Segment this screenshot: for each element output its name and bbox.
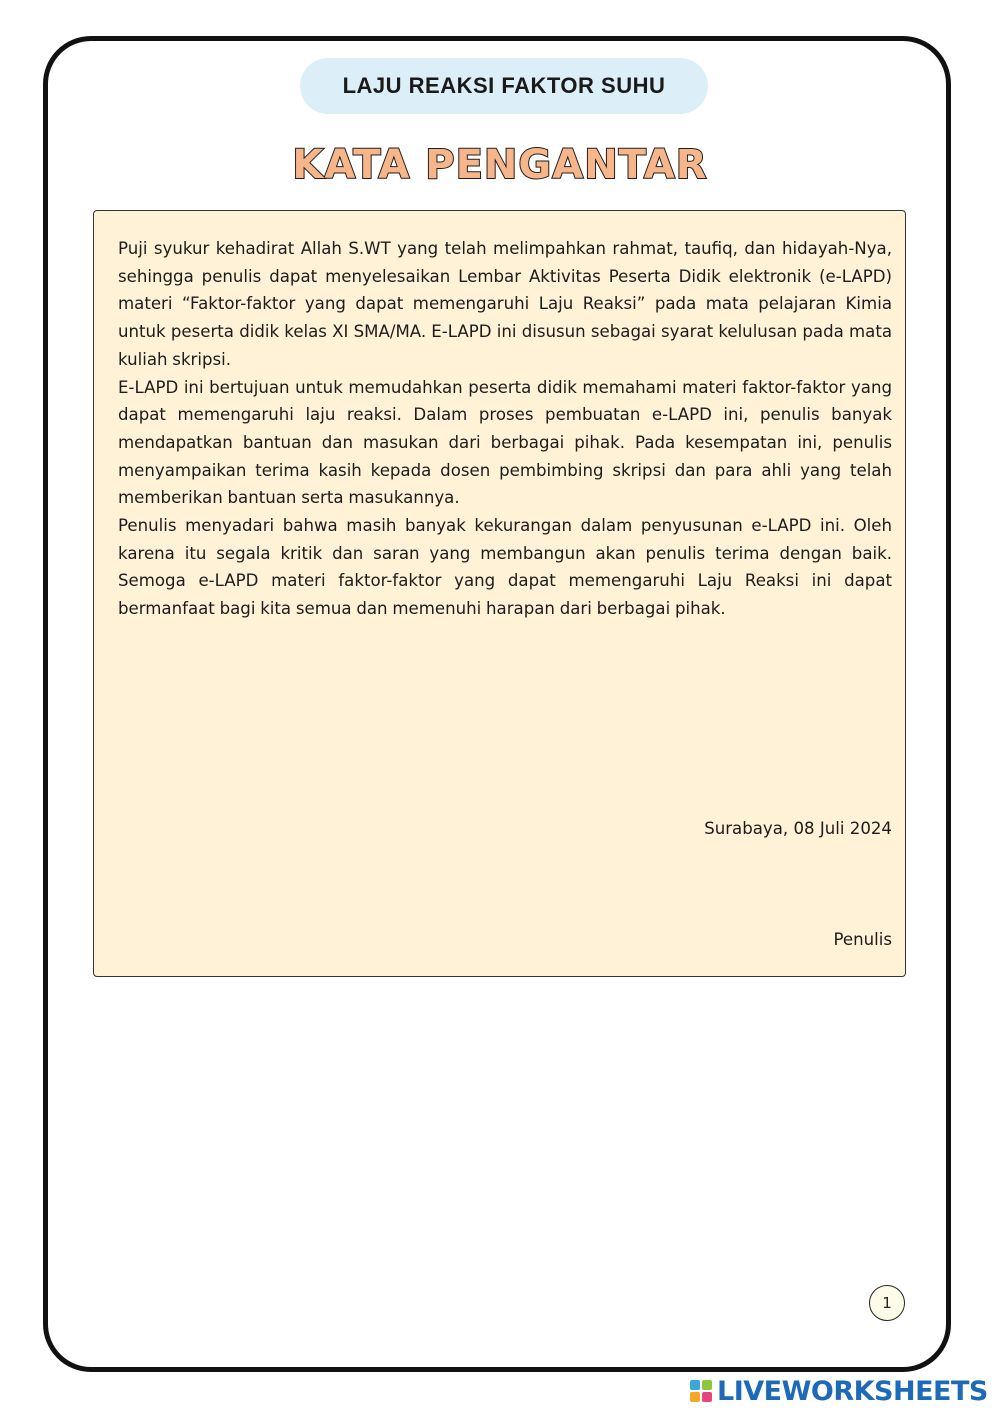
page-number-badge — [869, 1285, 905, 1321]
place-date: Surabaya, 08 Juli 2024 — [704, 819, 892, 838]
foreword-paragraph-3: Penulis menyadari bahwa masih banyak kekurangan dalam penyusunan e-LAPD ini. Oleh karena itu segala kritik dan saran yang membangun akan penulis terima dengan baik. Semoga e-LAPD materi faktor-faktor yang dapat memengaruhi Laju Reaksi ini dapat bermanfaat bagi kita semua dan memenuhi harapan dari berbagai pihak. — [118, 516, 892, 619]
liveworksheets-logo-icon — [690, 1380, 712, 1402]
subject-title-badge — [300, 58, 708, 114]
watermark-text: LIVEWORKSHEETS — [717, 1375, 988, 1407]
signature: Penulis — [833, 930, 892, 949]
subject-title: LAJU REAKSI FAKTOR SUHU — [342, 73, 666, 98]
foreword-paragraph-1: Puji syukur kehadirat Allah S.WT yang telah melimpahkan rahmat, taufiq, dan hidayah-Nya, sehingga penulis dapat menyelesaikan Lembar Aktivitas Peserta Didik elektronik (e-LAPD) materi “Faktor-faktor yang dapat memengaruhi Laju Reaksi” pada mata pelajaran Kimia untuk peserta didik kelas XI SMA/MA. E-LAPD ini disusun sebagai syarat kelulusan pada mata kuliah skripsi. — [118, 239, 892, 369]
page-number: 1 — [882, 1294, 892, 1312]
liveworksheets-watermark — [690, 1374, 988, 1408]
foreword-paragraph-2: E-LAPD ini bertujuan untuk memudahkan peserta didik memahami materi faktor-faktor yang dapat memengaruhi laju reaksi. Dalam proses pembuatan e-LAPD ini, penulis banyak mendapatkan bantuan dan masukan dari berbagai pihak. Pada kesempatan ini, penulis menyampaikan terima kasih kepada dosen pembimbing skripsi dan para ahli yang telah memberikan bantuan serta masukannya. — [118, 377, 892, 508]
foreword-content-box — [93, 210, 906, 977]
page-title: KATA PENGANTAR — [292, 142, 708, 188]
